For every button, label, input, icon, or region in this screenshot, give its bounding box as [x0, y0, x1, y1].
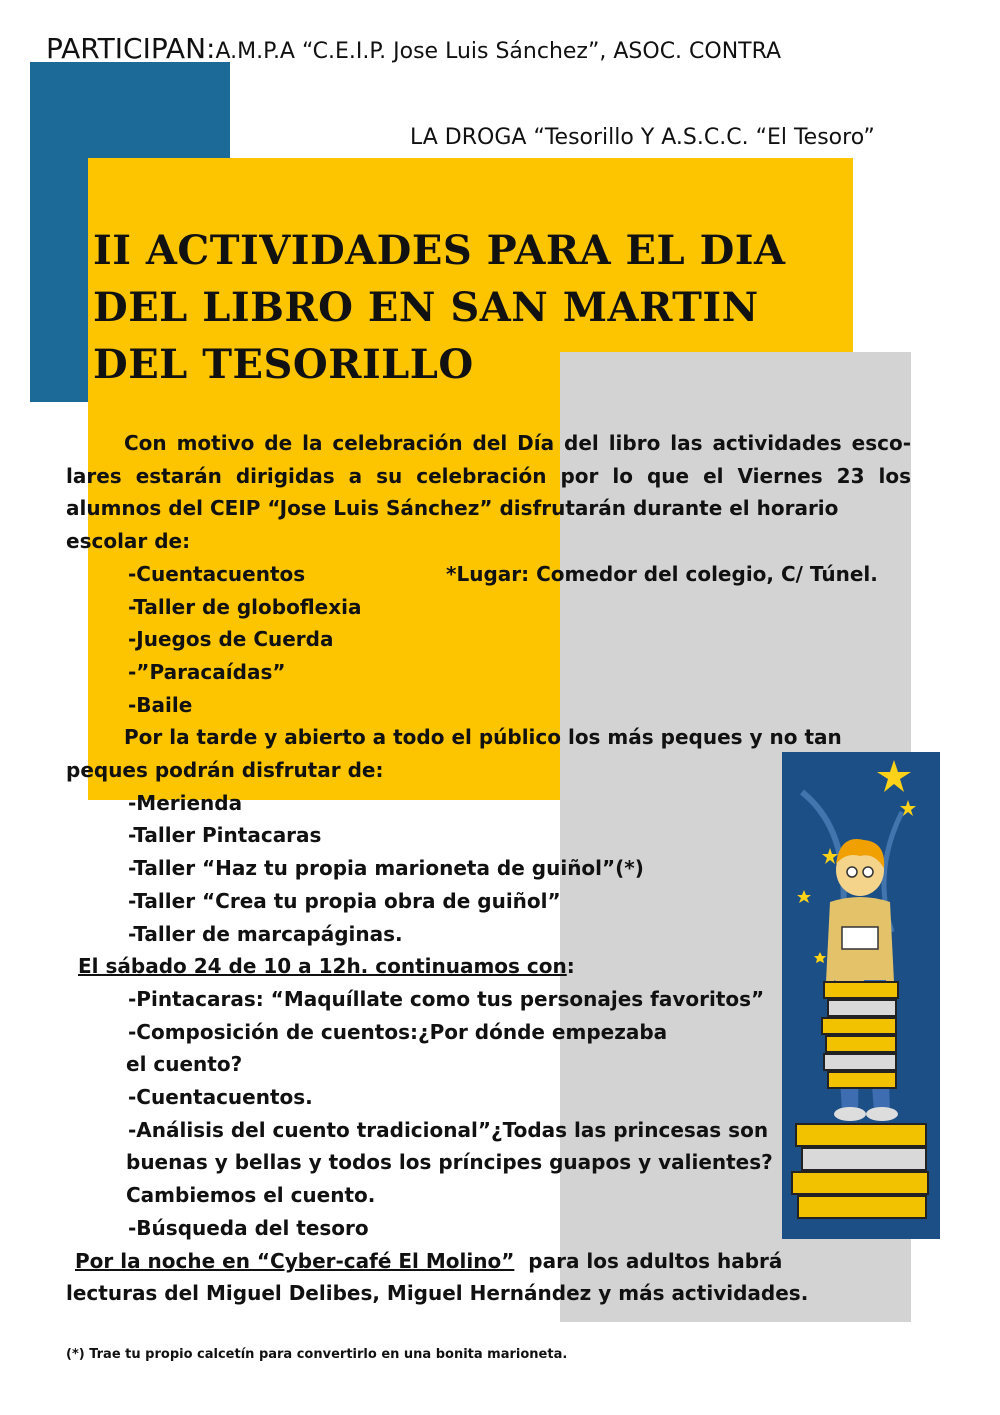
participants-line-2: LA DROGA “Tesorillo Y A.S.C.C. “El Tesoro” [410, 125, 875, 150]
participan-text-1: A.M.P.A “C.E.I.P. Jose Luis Sánchez”, ASOC. CONTRA [215, 39, 782, 64]
night-line-1-rest: para los adultos habrá [514, 1248, 783, 1273]
intro-line-1: Con motivo de la celebración del Día del libro las actividades esco- [124, 431, 911, 455]
saturday-activity-item: -Cuentacuentos. [128, 1085, 313, 1110]
afternoon-activity-item: -Taller “Haz tu propia marioneta de guiñol”(*) [128, 856, 644, 881]
school-activity-item [66, 558, 911, 591]
intro-line-3: alumnos del CEIP “Jose Luis Sánchez” disfrutarán durante el horario [66, 496, 839, 521]
saturday-activity-item: -Pintacaras: “Maquíllate como tus personajes favoritos” [128, 986, 765, 1011]
title-line-2: DEL LIBRO EN SAN MARTIN [93, 284, 759, 331]
saturday-activity-item: -Composición de cuentos:¿Por dónde empezaba [128, 1019, 668, 1044]
saturday-heading-underlined: El sábado 24 de 10 a 12h. continuamos con [78, 954, 567, 979]
lugar-note: *Lugar: Comedor del colegio, C/ Túnel. [446, 561, 878, 586]
title-line-1: II ACTIVIDADES PARA EL DIA [93, 227, 786, 274]
afternoon-activity-item: -Taller “Crea tu propia obra de guiñol” [128, 888, 561, 913]
school-activity-label: -Cuentacuentos [128, 561, 306, 586]
poster-title [93, 222, 853, 393]
participants-line-1 [46, 32, 976, 65]
school-activity-item: -Taller de globoflexia [128, 594, 362, 619]
intro-line-2: lares estarán dirigidas a su celebración por lo que el Viernes 23 los [66, 463, 911, 488]
saturday-activity-continuation: buenas y bellas y todos los príncipes guapos y valientes? [126, 1150, 773, 1175]
night-line-2: lecturas del Miguel Delibes, Miguel Hernández y más actividades. [66, 1281, 809, 1306]
night-venue-underlined: Por la noche en “Cyber-café El Molino” [75, 1248, 515, 1273]
afternoon-line-2: peques podrán disfrutar de: [66, 758, 384, 783]
school-activity-item: -Baile [128, 692, 193, 717]
participan-label: PARTICIPAN: [46, 32, 216, 65]
afternoon-activity-item: -Merienda [128, 790, 243, 815]
saturday-activity-item: -Búsqueda del tesoro [128, 1215, 369, 1240]
night-line-1 [66, 1245, 911, 1278]
school-activity-item: -Juegos de Cuerda [128, 627, 334, 652]
boy-reading-on-books-icon [782, 752, 940, 1239]
intro-line-4: escolar de: [66, 529, 191, 554]
saturday-activity-continuation: Cambiemos el cuento. [126, 1183, 376, 1208]
afternoon-activity-item: -Taller de marcapáginas. [128, 921, 403, 946]
title-line-3: DEL TESORILLO [93, 341, 474, 388]
school-activity-item: -”Paracaídas” [128, 659, 286, 684]
afternoon-line-1: Por la tarde y abierto a todo el público los más peques y no tan [124, 725, 842, 750]
saturday-activity-continuation: el cuento? [126, 1052, 243, 1077]
afternoon-activity-item: -Taller Pintacaras [128, 823, 322, 848]
saturday-heading-colon: : [566, 954, 575, 979]
footnote: (*) Trae tu propio calcetín para convertirlo en una bonita marioneta. [66, 1347, 568, 1362]
saturday-activity-item: -Análisis del cuento tradicional”¿Todas las princesas son [128, 1117, 769, 1142]
